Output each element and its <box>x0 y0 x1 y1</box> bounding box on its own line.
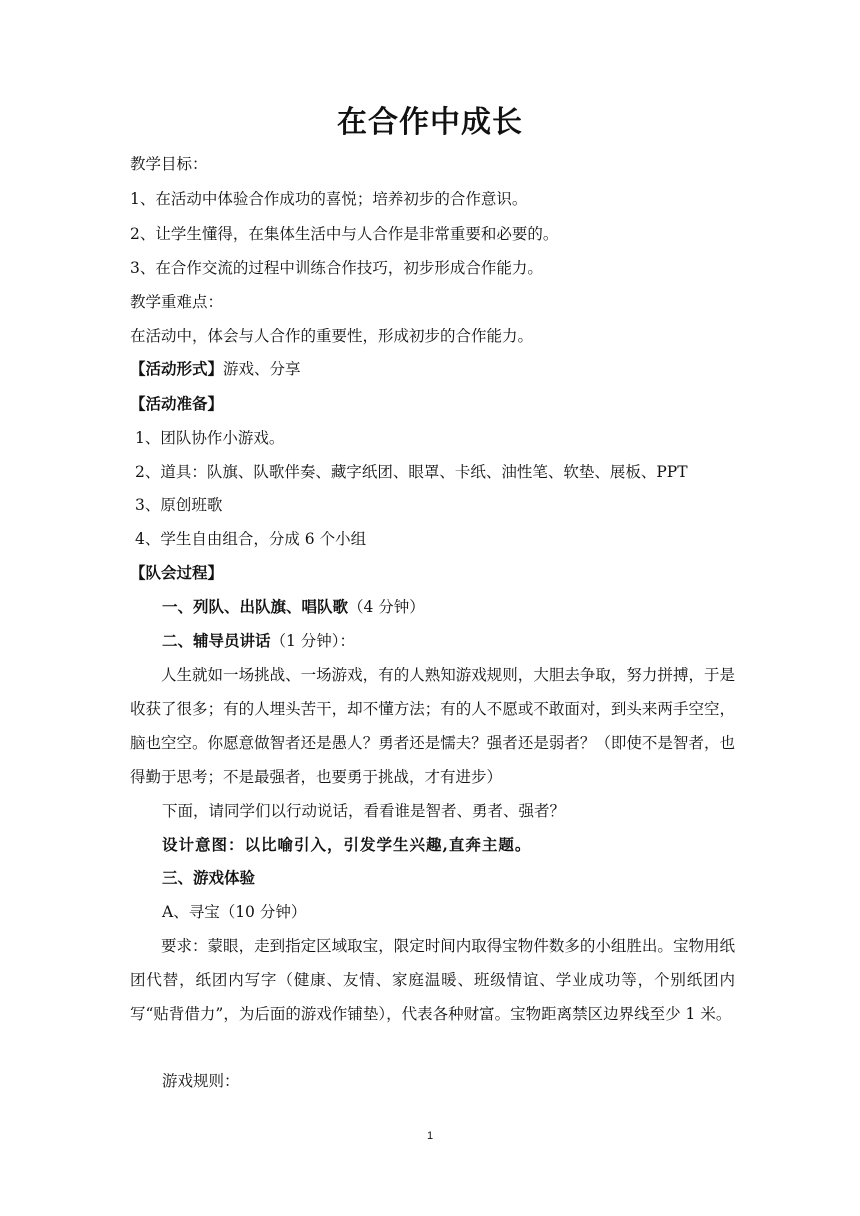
requirement-paragraph: 要求：蒙眼，走到指定区域取宝，限定时间内取得宝物件数多的小组胜出。宝物用纸团代替，纸团内写字（健康、友情、家庭温暖、班级情谊、学业成功等，个别纸团内写“贴背借力”，为后面的游戏作铺垫），代表各种财富。宝物距离禁区边界线至少 1 米。 <box>130 937 735 1023</box>
step-3-heading: 三、游戏体验 <box>162 868 256 887</box>
document-title: 在合作中成长 <box>337 105 523 140</box>
goal-item-2: 2、让学生懂得，在集体生活中与人合作是非常重要和必要的。 <box>130 225 559 243</box>
process-heading: 【队会过程】 <box>130 563 224 582</box>
step-2-title: 二、辅导员讲话 <box>162 631 271 650</box>
goal-item-3: 3、在合作交流的过程中训练合作技巧，初步形成合作能力。 <box>130 259 543 277</box>
preparation-heading: 【活动准备】 <box>130 394 224 413</box>
activity-form-label: 【活动形式】 <box>130 359 224 378</box>
activity-form <box>130 358 301 380</box>
speech-paragraph: 人生就如一场挑战、一场游戏，有的人熟知游戏规则，大胆去争取，努力拼搏，于是收获了很多；有的人埋头苦干，却不懂方法；有的人不愿或不敢面对，到头来两手空空，脑也空空。你愿意做智者还是愚人？勇者还是懦夫？强者还是弱者？（即使不是智者，也得勤于思考；不是最强者，也要勇于挑战，才有进步） <box>130 666 735 786</box>
invite-text: 下面，请同学们以行动说话，看看谁是智者、勇者、强者？ <box>162 802 566 820</box>
prep-item-4: 4、学生自由组合，分成 6 个小组 <box>135 530 367 548</box>
activity-form-text: 游戏、分享 <box>223 360 301 378</box>
game-a-title: A、寻宝（10 分钟） <box>162 903 307 921</box>
prep-item-2: 2、道具：队旗、队歌伴奏、藏字纸团、眼罩、卡纸、油性笔、软垫、展板、PPT <box>135 463 688 481</box>
key-points-heading: 教学重难点： <box>130 293 224 311</box>
step-2-time: （1 分钟）： <box>270 632 356 650</box>
prep-item-1: 1、团队协作小游戏。 <box>135 429 285 447</box>
game-rules-label: 游戏规则： <box>162 1072 240 1090</box>
prep-item-3: 3、原创班歌 <box>135 496 223 514</box>
step-1 <box>162 596 425 618</box>
step-2 <box>162 630 355 652</box>
step-1-time: （4 分钟） <box>348 598 425 616</box>
step-1-title: 一、列队、出队旗、唱队歌 <box>162 597 349 616</box>
page-number: 1 <box>426 1130 434 1142</box>
design-intent: 设计意图：以比喻引入，引发学生兴趣,直奔主题。 <box>162 835 532 854</box>
key-points-text: 在活动中，体会与人合作的重要性，形成初步的合作能力。 <box>130 327 534 345</box>
goals-heading: 教学目标： <box>130 155 208 173</box>
goal-item-1: 1、在活动中体验合作成功的喜悦；培养初步的合作意识。 <box>130 190 528 208</box>
